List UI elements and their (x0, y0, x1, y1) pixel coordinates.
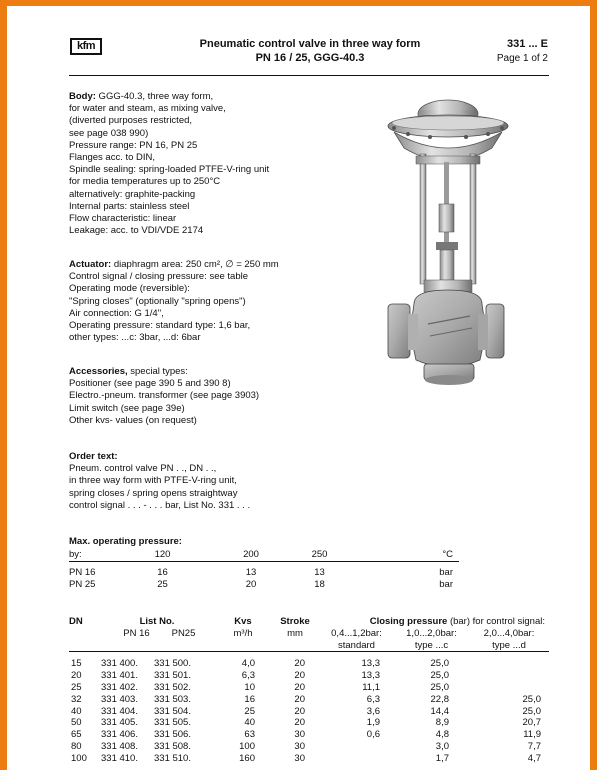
spec-row (69, 706, 549, 718)
kvs-cell: 6,3 (241, 670, 255, 682)
closing-standard-cell: 13,3 (361, 658, 380, 670)
order-section (69, 451, 399, 512)
signal-range-c: 1,0...2,0bar: (406, 627, 457, 639)
signal-range-d: 2,0...4,0bar: (483, 627, 535, 639)
list-pn25-cell: 331 506. (154, 729, 191, 741)
body-line: Flanges acc. to DIN, (69, 152, 156, 164)
dn-cell: 32 (71, 693, 82, 705)
list-pn16-cell: 331 406. (101, 729, 138, 741)
pressure-row (69, 567, 459, 579)
stroke-cell: 20 (294, 681, 305, 693)
pressure-cell: 18 (314, 579, 325, 590)
pressure-row (69, 579, 459, 591)
list-pn25-cell: 331 505. (154, 717, 191, 729)
kvs-cell: 63 (244, 729, 255, 741)
kvs-cell: 100 (239, 740, 255, 752)
pressure-cell: bar (439, 579, 453, 590)
closing-standard-cell: 13,3 (361, 670, 380, 682)
closing-d-cell (469, 658, 549, 670)
body-line: (diverted purposes restricted, (69, 115, 193, 127)
accessories-heading: Accessories, (69, 366, 128, 377)
closing-d-cell: 7,7 (527, 740, 541, 752)
body-line: Pressure range: PN 16, PN 25 (69, 139, 198, 151)
dn-cell: 20 (71, 670, 82, 682)
stroke-cell: 20 (294, 693, 305, 705)
stroke-cell: 20 (294, 658, 305, 670)
specification-table (69, 616, 549, 765)
closing-d-cell: 11,9 (523, 729, 541, 741)
closing-d-cell (469, 682, 549, 694)
pressure-header-cell: 200 (243, 549, 259, 560)
body-line: Spindle sealing: spring-loaded PTFE-V-ring unit (69, 164, 270, 176)
body-line: for water and steam, as mixing valve, (69, 103, 226, 115)
kvs-cell: 160 (239, 752, 255, 764)
body-line: Leakage: acc. to VDI/VDE 2174 (69, 225, 204, 237)
spec-row (69, 729, 549, 741)
list-pn16-cell: 331 404. (101, 705, 138, 717)
body-section (69, 91, 399, 237)
accessories-line: Positioner (see page 390 5 and 390 8) (69, 378, 231, 390)
closing-d-cell: 4,7 (527, 752, 541, 764)
pressure-cell: 20 (245, 579, 257, 590)
type-d: type ...d (492, 639, 526, 651)
closing-c-cell: 22,8 (430, 693, 449, 705)
list-pn25-cell: 331 508. (154, 740, 191, 752)
title-line-2: PN 16 / 25, GGG-40.3 (255, 52, 365, 64)
kvs-unit: m³/h (233, 627, 253, 639)
closing-pressure-header (319, 616, 549, 628)
list-pn25-cell: 331 501. (154, 670, 191, 682)
body-line: Flow characteristic: linear (69, 213, 177, 225)
list-pn16-cell: 331 408. (101, 740, 138, 752)
list-no-header: List No. (139, 616, 175, 627)
pressure-header-row (69, 549, 459, 562)
dn-cell: 15 (71, 658, 82, 670)
pressure-heading: Max. operating pressure: (69, 536, 182, 547)
dn-cell: 80 (71, 740, 82, 752)
kvs-cell: 16 (244, 693, 255, 705)
document-title (170, 37, 450, 65)
spec-row (69, 753, 549, 765)
list-pn16-cell: 331 410. (101, 752, 138, 764)
signal-range-standard: 0,4...1,2bar: (331, 627, 382, 639)
actuator-line: "Spring closes" (optionally "spring opens") (69, 295, 246, 307)
actuator-first-text: diaphragm area: 250 cm², ∅ = 250 mm (111, 259, 279, 270)
closing-c-cell: 25,0 (430, 681, 449, 693)
actuator-heading: Actuator: (69, 259, 112, 270)
dn-cell: 65 (71, 729, 82, 741)
pressure-heading-wrap (69, 536, 399, 548)
spec-row (69, 682, 549, 694)
pressure-cell: PN 16 (69, 567, 96, 578)
dn-cell: 100 (71, 752, 87, 764)
closing-c-cell: 3,0 (435, 740, 449, 752)
accessories-first-text: special types: (127, 366, 188, 377)
stroke-cell: 20 (294, 717, 305, 729)
closing-c-cell: 8,9 (435, 717, 449, 729)
closing-pressure-rest: (bar) for control signal: (447, 616, 545, 627)
list-pn16-cell: 331 403. (101, 693, 138, 705)
closing-standard-cell: 1,9 (366, 717, 380, 729)
order-line: control signal . . . - . . . bar, List No. 331 . . . (69, 499, 251, 511)
kvs-cell: 4,0 (241, 658, 255, 670)
actuator-section (69, 259, 399, 344)
pressure-cell: PN 25 (69, 579, 96, 590)
closing-pressure-bold: Closing pressure (369, 616, 448, 627)
closing-c-cell: 1,7 (435, 752, 449, 764)
order-line: Pneum. control valve PN . ., DN . ., (69, 463, 217, 475)
closing-c-cell: 25,0 (430, 658, 449, 670)
body-first-text: GGG-40.3, three way form, (95, 91, 214, 102)
spec-row (69, 658, 549, 670)
pressure-header-cell: 120 (154, 549, 171, 560)
body-line: alternatively: graphite-packing (69, 188, 196, 200)
dn-cell: 40 (71, 705, 82, 717)
actuator-line: Operating pressure: standard type: 1,6 bar, (69, 320, 251, 332)
title-line-1: Pneumatic control valve in three way form (199, 38, 421, 50)
kvs-header: Kvs (234, 616, 252, 627)
spec-header-row-3 (69, 640, 549, 652)
accessories-line: Other kvs- values (on request) (69, 414, 197, 426)
spec-row (69, 694, 549, 706)
stroke-cell: 20 (294, 705, 305, 717)
logo-text: kfm (76, 40, 96, 52)
order-line: in three way form with PTFE-V-ring unit, (69, 475, 237, 487)
kvs-cell: 40 (244, 717, 255, 729)
list-pn16-cell: 331 402. (101, 681, 138, 693)
closing-standard-cell: 0,6 (366, 729, 380, 741)
closing-standard-cell: 11,1 (362, 681, 380, 693)
order-heading-line (69, 451, 399, 463)
actuator-line: Operating mode (reversible): (69, 283, 190, 295)
pressure-cell: 13 (314, 567, 325, 578)
stroke-header: Stroke (280, 616, 310, 627)
body-first-line (69, 91, 399, 103)
header-rule (69, 75, 549, 76)
closing-standard-cell: 3,6 (366, 705, 380, 717)
pn16-header: PN 16 (123, 627, 150, 639)
list-pn25-cell: 331 502. (154, 681, 191, 693)
spec-rows (69, 658, 549, 764)
actuator-line: Air connection: G 1/4", (69, 307, 164, 319)
closing-d-cell: 25,0 (522, 693, 541, 705)
closing-d-cell: 25,0 (522, 705, 541, 717)
pressure-cell: 25 (157, 579, 168, 590)
closing-standard-cell (319, 741, 394, 753)
list-pn16-cell: 331 405. (101, 717, 138, 729)
page-number: Page 1 of 2 (496, 53, 548, 64)
stroke-cell: 30 (294, 752, 305, 764)
dn-header: DN (69, 616, 83, 627)
pressure-cell: 16 (157, 567, 168, 578)
order-line: spring closes / spring opens straightway (69, 487, 238, 499)
pressure-cell: 13 (245, 567, 257, 578)
pressure-header-cell: °C (442, 549, 453, 560)
closing-c-cell: 4,8 (435, 729, 449, 741)
body-heading: Body: (69, 91, 96, 102)
accessories-first-line (69, 366, 399, 378)
body-line: for media temperatures up to 250°C (69, 176, 221, 188)
spec-row (69, 741, 549, 753)
accessories-line: Electro.-pneum. transformer (see page 3903) (69, 390, 260, 402)
body-line: see page 038 990) (69, 127, 149, 139)
pressure-header-cell: 250 (311, 549, 328, 560)
pressure-header-cell: by: (69, 549, 82, 560)
closing-standard-cell (319, 753, 394, 765)
closing-c-cell: 25,0 (430, 670, 449, 682)
accessories-line: Limit switch (see page 39e) (69, 402, 185, 414)
kvs-cell: 25 (244, 705, 255, 717)
actuator-line: other types: ...c: 3bar, ...d: 6bar (69, 332, 201, 344)
list-pn16-cell: 331 400. (101, 658, 138, 670)
order-heading: Order text: (69, 451, 118, 462)
closing-d-cell (469, 670, 549, 682)
pressure-cell: bar (439, 567, 453, 578)
kvs-cell: 10 (244, 681, 255, 693)
list-pn25-cell: 331 510. (154, 752, 191, 764)
company-logo (70, 38, 102, 55)
accessories-section (69, 366, 399, 427)
closing-c-cell: 14,4 (430, 705, 449, 717)
stroke-cell: 30 (294, 740, 305, 752)
type-c: type ...c (414, 639, 449, 651)
stroke-cell: 20 (294, 670, 305, 682)
stroke-cell: 30 (294, 729, 305, 741)
valve-illustration (380, 92, 510, 392)
closing-standard-cell: 6,3 (366, 693, 380, 705)
product-code: 331 ... E (507, 38, 548, 50)
list-pn25-cell: 331 504. (154, 705, 191, 717)
actuator-line: Control signal / closing pressure: see table (69, 271, 249, 283)
body-line: Internal parts: stainless steel (69, 200, 190, 212)
actuator-first-line (69, 259, 399, 271)
pn25-header: PN25 (171, 627, 196, 639)
list-pn25-cell: 331 500. (154, 658, 191, 670)
closing-d-cell: 20,7 (522, 717, 541, 729)
spec-header-row-1 (69, 616, 549, 628)
list-pn16-cell: 331 401. (101, 670, 138, 682)
spec-row (69, 717, 549, 729)
type-standard: standard (338, 639, 375, 651)
list-pn25-cell: 331 503. (154, 693, 191, 705)
dn-cell: 25 (71, 681, 82, 693)
spec-row (69, 670, 549, 682)
stroke-unit: mm (287, 627, 303, 639)
pressure-table (69, 549, 459, 591)
spec-header-row-2 (69, 628, 549, 640)
dn-cell: 50 (71, 717, 82, 729)
